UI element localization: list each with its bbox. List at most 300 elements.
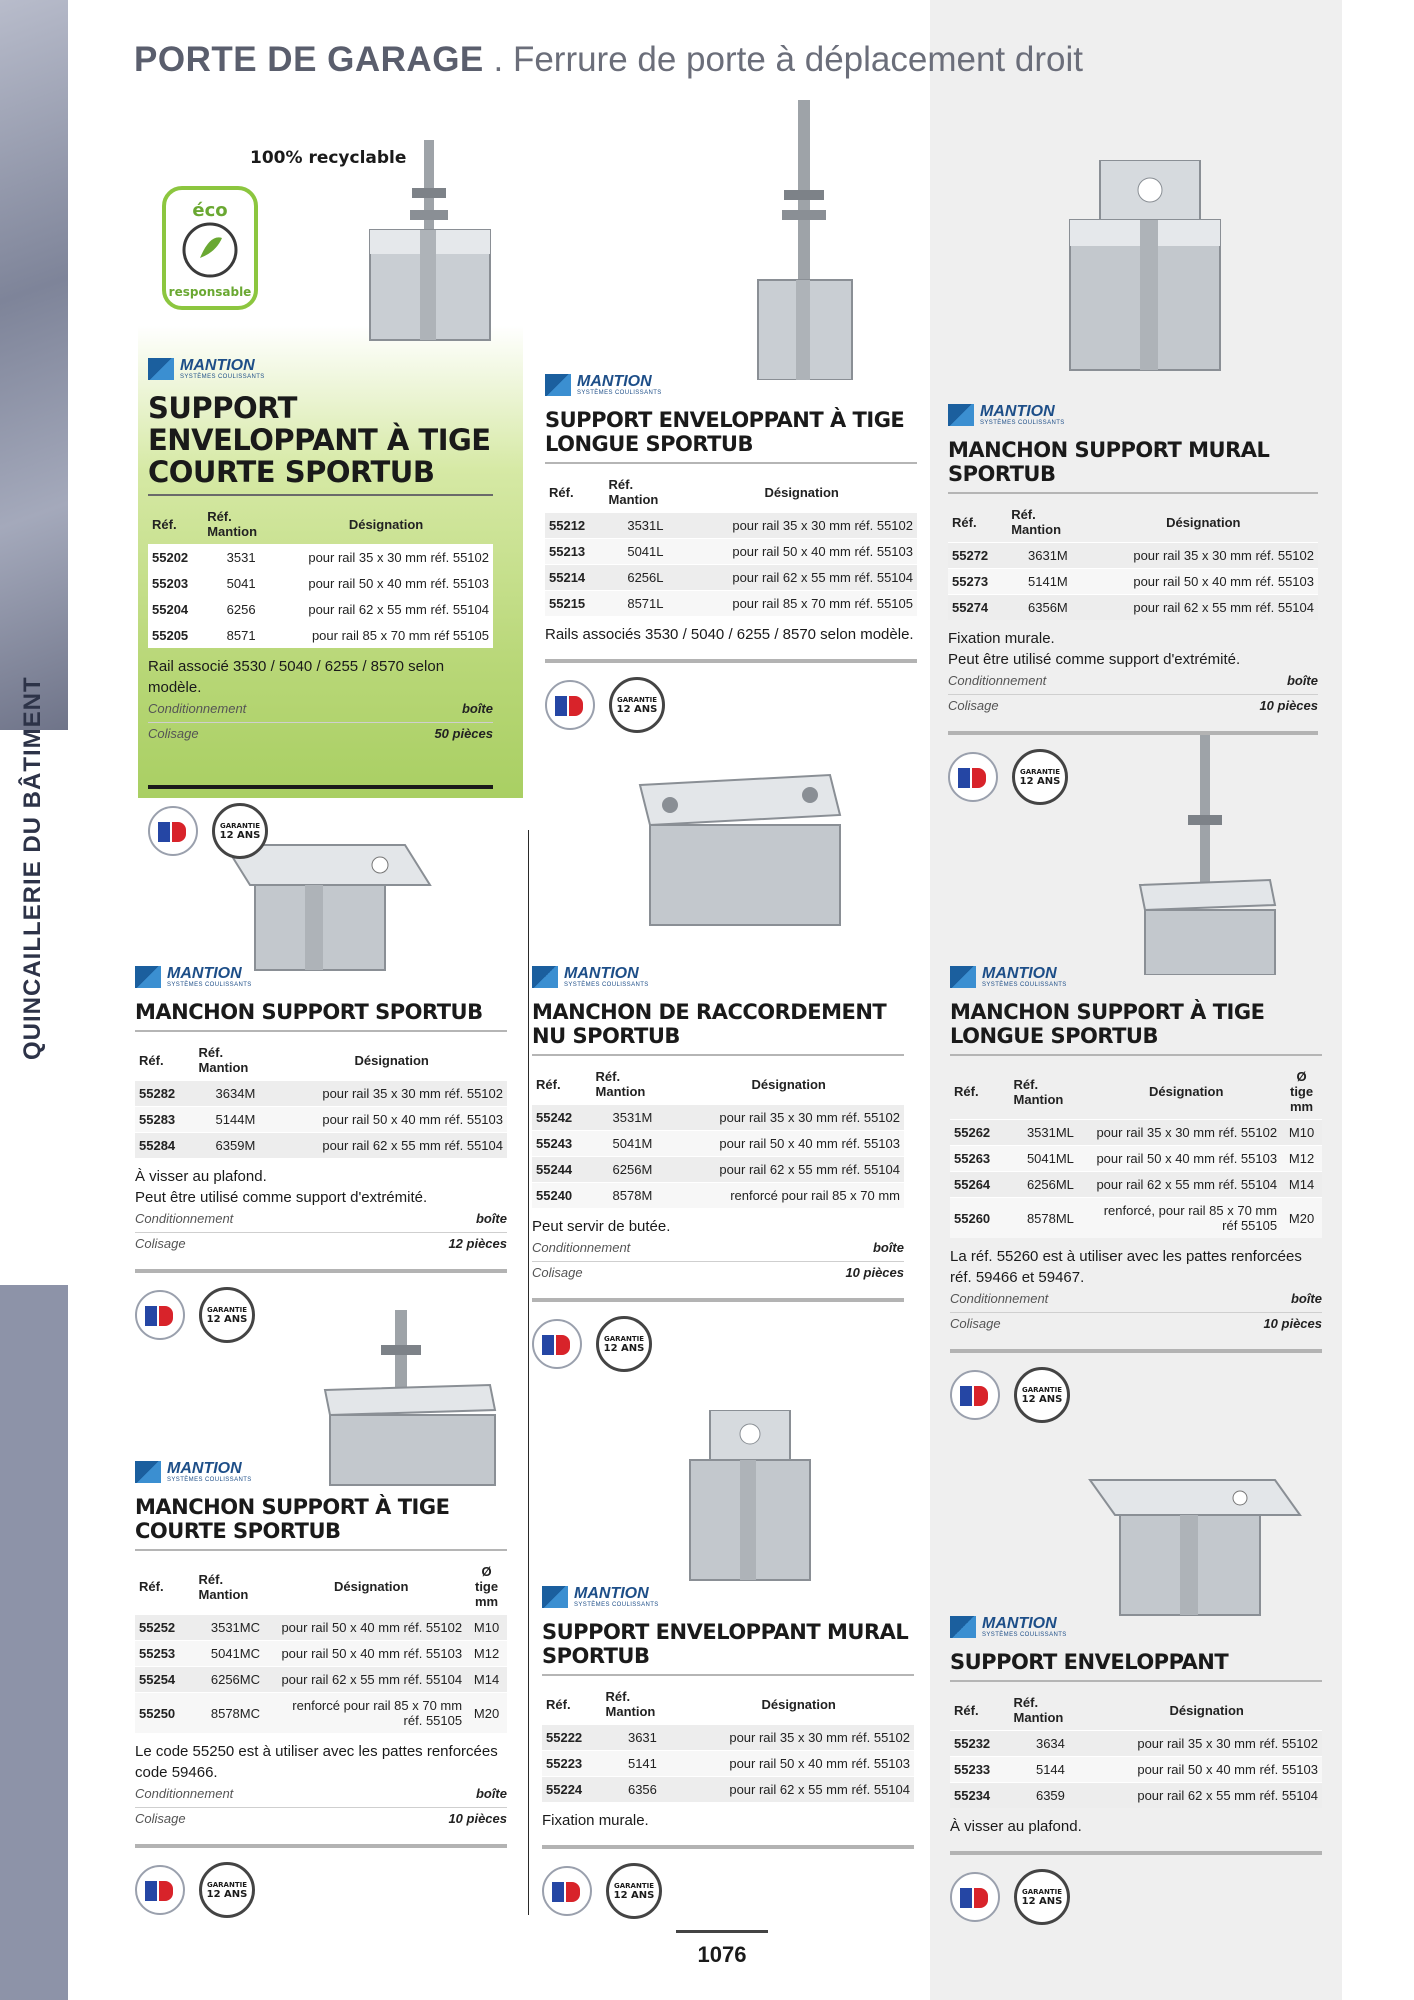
cell-designation: pour rail 35 x 30 mm réf. 55102: [1091, 1120, 1281, 1146]
table-row: [950, 1172, 1322, 1198]
cell-designation: pour rail 35 x 30 mm réf. 55102: [276, 1081, 507, 1107]
cell-ref: 55273: [948, 569, 1007, 595]
cell-mantion-ref: 3531ML: [1010, 1120, 1092, 1146]
packaging-row: [148, 698, 493, 720]
product-table: [542, 1684, 914, 1802]
col-designation: Désignation: [1166, 514, 1241, 530]
cell-mantion-ref: 6256M: [592, 1157, 674, 1183]
packaging-value: boîte: [475, 1211, 507, 1226]
brand-name: MANTION: [167, 1460, 242, 1477]
product-title: SUPPORT ENVELOPPANT: [950, 1650, 1322, 1682]
cell-designation: pour rail 35 x 30 mm réf. 55102: [1089, 543, 1318, 569]
brand-name: MANTION: [577, 373, 652, 390]
made-in-france-icon: [135, 1865, 185, 1915]
cell-tige: M14: [466, 1667, 507, 1693]
guarantee-12-years-icon: [1014, 1869, 1070, 1925]
made-in-france-icon: [950, 1370, 1000, 1420]
cell-designation: pour rail 50 x 40 mm réf. 55103: [276, 1107, 507, 1133]
table-row: [950, 1783, 1322, 1809]
badges: [135, 1287, 507, 1343]
brand-name: MANTION: [564, 965, 639, 982]
col-designation: Désignation: [1149, 1084, 1224, 1099]
mantion-logo-icon: [148, 358, 174, 380]
cell-ref: 55282: [135, 1081, 195, 1107]
brand-sub: SYSTÈMES COULISSANTS: [564, 982, 649, 988]
cell-ref: 55244: [532, 1157, 592, 1183]
table-row: [545, 591, 917, 617]
table-row: [532, 1131, 904, 1157]
cell-tige: M12: [466, 1641, 507, 1667]
cell-ref: 55240: [532, 1183, 592, 1209]
table-row: [135, 1641, 507, 1667]
cell-ref: 55215: [545, 591, 605, 617]
guarantee-12-years-icon: [596, 1316, 652, 1372]
cell-tige: M14: [1281, 1172, 1322, 1198]
cell-ref: 55214: [545, 565, 605, 591]
made-in-france-icon: [148, 806, 198, 856]
table-row: [948, 569, 1318, 595]
product-image-support-mural: [680, 1410, 820, 1585]
col-designation: Désignation: [751, 1076, 826, 1092]
cell-designation: pour rail 85 x 70 mm réf. 55105: [686, 591, 917, 617]
packaging-label: Conditionnement: [135, 1786, 234, 1801]
section-end-rule: [148, 785, 493, 789]
brand-name: MANTION: [167, 965, 242, 982]
table-header: [135, 1559, 507, 1615]
colisage-label: Colisage: [148, 726, 199, 741]
cell-mantion-ref: 5041M: [592, 1131, 674, 1157]
guarantee-top: GARANTIE: [207, 1880, 247, 1889]
mantion-logo-text: [982, 966, 1067, 988]
product-table: [148, 504, 493, 648]
guarantee-12-years-icon: [1012, 749, 1068, 805]
mantion-logo-text: [167, 966, 252, 988]
mantion-logo: [135, 1455, 507, 1489]
cell-designation: pour rail 50 x 40 mm réf. 55103: [1089, 569, 1318, 595]
table-row: [545, 565, 917, 591]
cell-designation: pour rail 62 x 55 mm réf. 55104: [686, 565, 917, 591]
brand-name: MANTION: [180, 357, 255, 374]
table-row: [950, 1146, 1322, 1172]
mantion-logo: [950, 960, 1322, 994]
cell-mantion-ref: 6359M: [195, 1133, 277, 1159]
cell-mantion-ref: 8571L: [605, 591, 687, 617]
cell-designation: pour rail 62 x 55 mm réf. 55104: [683, 1777, 914, 1803]
product-card: [948, 398, 1318, 805]
brand-name: MANTION: [574, 1585, 649, 1602]
product-image-support-tige-courte: [360, 140, 500, 350]
product-table: [545, 472, 917, 616]
table-row: [948, 595, 1318, 621]
section-end-rule: [532, 1298, 904, 1302]
colisage-row: [135, 1808, 507, 1830]
table-row: [148, 597, 493, 623]
packaging-label: Conditionnement: [950, 1291, 1049, 1306]
col-mantion: Réf. Mantion: [1013, 1695, 1064, 1725]
col-ref: Réf.: [954, 1084, 979, 1099]
brand-name: MANTION: [982, 1615, 1057, 1632]
table-row: [950, 1731, 1322, 1757]
col-ref: Réf.: [952, 514, 977, 530]
guarantee-top: GARANTIE: [207, 1305, 247, 1314]
brand-sub: SYSTÈMES COULISSANTS: [577, 390, 662, 396]
page-title: [134, 40, 1083, 80]
product-title: SUPPORT ENVELOPPANT À TIGE LONGUE SPORTUB: [545, 408, 917, 464]
cell-ref: 55284: [135, 1133, 195, 1159]
product-table: [950, 1064, 1322, 1238]
packaging-row: [135, 1783, 507, 1805]
col-ref: Réf.: [536, 1076, 561, 1092]
cell-mantion-ref: 6356: [602, 1777, 684, 1803]
guarantee-top: GARANTIE: [1022, 1887, 1062, 1896]
mantion-logo: [545, 368, 917, 402]
col-designation: Désignation: [761, 1696, 836, 1712]
mantion-logo-text: [180, 358, 265, 380]
cell-designation: pour rail 50 x 40 mm réf. 55103: [1091, 1757, 1322, 1783]
colisage-label: Colisage: [135, 1236, 186, 1251]
product-title: MANCHON SUPPORT MURAL SPORTUB: [948, 438, 1318, 494]
packaging-label: Conditionnement: [948, 673, 1047, 688]
table-row: [135, 1667, 507, 1693]
cell-designation: pour rail 62 x 55 mm réf. 55104: [276, 1667, 466, 1693]
cell-ref: 55223: [542, 1751, 602, 1777]
packaging-value: boîte: [1290, 1291, 1322, 1306]
brand-sub: SYSTÈMES COULISSANTS: [574, 1602, 659, 1608]
cell-mantion-ref: 3634: [1010, 1731, 1092, 1757]
cell-designation: pour rail 85 x 70 mm réf 55105: [279, 623, 493, 649]
cell-designation: pour rail 62 x 55 mm réf. 55104: [1091, 1172, 1281, 1198]
cell-designation: pour rail 50 x 40 mm réf. 55103: [276, 1641, 466, 1667]
cell-mantion-ref: 5041MC: [195, 1641, 277, 1667]
col-ref: Réf.: [139, 1579, 164, 1594]
colisage-label: Colisage: [950, 1316, 1001, 1331]
brand-sub: SYSTÈMES COULISSANTS: [167, 1477, 252, 1483]
guarantee-bottom: 12 ANS: [206, 1313, 248, 1325]
guarantee-top: GARANTIE: [604, 1334, 644, 1343]
colisage-value: 10 pièces: [448, 1811, 507, 1826]
colisage-value: 10 pièces: [845, 1265, 904, 1280]
table-header: [950, 1064, 1322, 1120]
cell-mantion-ref: 3531: [203, 545, 279, 571]
cell-mantion-ref: 8578MC: [195, 1693, 277, 1734]
cell-ref: 55283: [135, 1107, 195, 1133]
product-table: [950, 1690, 1322, 1808]
cell-designation: pour rail 62 x 55 mm réf. 55104: [1089, 595, 1318, 621]
badges: [542, 1863, 914, 1919]
cell-ref: 55213: [545, 539, 605, 565]
cell-designation: pour rail 62 x 55 mm réf. 55104: [1091, 1783, 1322, 1809]
cell-mantion-ref: 3631M: [1007, 543, 1088, 569]
guarantee-12-years-icon: [609, 677, 665, 733]
cell-designation: pour rail 50 x 40 mm réf. 55103: [1091, 1146, 1281, 1172]
col-mantion: Réf. Mantion: [198, 1571, 249, 1602]
cell-ref: 55203: [148, 571, 203, 597]
table-row: [545, 539, 917, 565]
product-description: Peut servir de butée.: [532, 1218, 671, 1235]
mantion-logo-text: [982, 1616, 1067, 1638]
cell-designation: pour rail 35 x 30 mm réf. 55102: [279, 545, 493, 571]
cell-ref: 55260: [950, 1198, 1010, 1239]
colisage-value: 10 pièces: [1259, 698, 1318, 713]
table-row: [148, 545, 493, 571]
cell-designation: pour rail 35 x 30 mm réf. 55102: [673, 1105, 904, 1131]
guarantee-bottom: 12 ANS: [1021, 1895, 1063, 1907]
brand-name: MANTION: [982, 965, 1057, 982]
cell-designation: pour rail 50 x 40 mm réf. 55103: [279, 571, 493, 597]
cell-mantion-ref: 5041: [203, 571, 279, 597]
page-number: 1076: [697, 1942, 747, 1967]
product-image-support-enveloppant: [1080, 1470, 1305, 1620]
col-designation: Désignation: [334, 1579, 409, 1594]
cell-ref: 55202: [148, 545, 203, 571]
packaging-label: Conditionnement: [532, 1240, 631, 1255]
mantion-logo-icon: [950, 966, 976, 988]
cell-mantion-ref: 3631: [602, 1725, 684, 1751]
badges: [950, 1367, 1322, 1423]
sidebar-decor: [0, 0, 68, 730]
brand-sub: SYSTÈMES COULISSANTS: [980, 420, 1065, 426]
page-title-sub: . Ferrure de porte à déplacement droit: [483, 40, 1083, 79]
product-table: [532, 1064, 904, 1208]
cell-ref: 55243: [532, 1131, 592, 1157]
made-in-france-icon: [532, 1319, 582, 1369]
mantion-logo: [532, 960, 904, 994]
product-title: SUPPORT ENVELOPPANT MURAL SPORTUB: [542, 1620, 914, 1676]
table-header: [148, 504, 493, 545]
col-mantion: Réf. Mantion: [1013, 1076, 1064, 1107]
cell-mantion-ref: 5141M: [1007, 569, 1088, 595]
colisage-label: Colisage: [532, 1265, 583, 1280]
product-table: [135, 1559, 507, 1733]
cell-ref: 55263: [950, 1146, 1010, 1172]
product-card: [135, 960, 507, 1343]
cell-mantion-ref: 3531M: [592, 1105, 674, 1131]
table-header: [135, 1040, 507, 1081]
mantion-logo-icon: [135, 966, 161, 988]
cell-ref: 55224: [542, 1777, 602, 1803]
cell-ref: 55204: [148, 597, 203, 623]
brand-sub: SYSTÈMES COULISSANTS: [167, 982, 252, 988]
section-end-rule: [948, 731, 1318, 735]
table-header: [950, 1690, 1322, 1731]
product-card: [950, 960, 1322, 1423]
section-end-rule: [135, 1269, 507, 1273]
col-mantion: Réf. Mantion: [595, 1069, 646, 1099]
cell-ref: 55262: [950, 1120, 1010, 1146]
table-row: [948, 543, 1318, 569]
cell-mantion-ref: 5144: [1010, 1757, 1092, 1783]
product-card: [542, 1580, 914, 1919]
cell-mantion-ref: 3531L: [605, 513, 687, 539]
col-designation: Désignation: [354, 1052, 429, 1068]
made-in-france-icon: [542, 1866, 592, 1916]
product-title: SUPPORT ENVELOPPANT À TIGE COURTE SPORTUB: [148, 392, 493, 496]
cell-mantion-ref: 5041L: [605, 539, 687, 565]
col-ref: Réf.: [954, 1702, 979, 1718]
cell-tige: M20: [1281, 1198, 1322, 1239]
product-card: [532, 960, 904, 1372]
table-row: [135, 1133, 507, 1159]
cell-ref: 55205: [148, 623, 203, 649]
cell-ref: 55272: [948, 543, 1007, 569]
cell-designation: renforcé pour rail 85 x 70 mm réf. 55105: [276, 1693, 466, 1734]
colisage-value: 12 pièces: [448, 1236, 507, 1251]
cell-ref: 55250: [135, 1693, 195, 1734]
guarantee-top: GARANTIE: [220, 821, 260, 830]
table-row: [532, 1183, 904, 1209]
cell-designation: pour rail 35 x 30 mm réf. 55102: [683, 1725, 914, 1751]
table-row: [542, 1751, 914, 1777]
brand-sub: SYSTÈMES COULISSANTS: [982, 1632, 1067, 1638]
guarantee-12-years-icon: [212, 803, 268, 859]
badges: [545, 677, 917, 733]
cell-designation: pour rail 62 x 55 mm réf. 55104: [276, 1133, 507, 1159]
mantion-logo-icon: [532, 966, 558, 988]
badges: [135, 1862, 507, 1918]
cell-tige: M20: [466, 1693, 507, 1734]
packaging-row: [948, 670, 1318, 692]
col-tige: Ø tige mm: [1289, 1069, 1314, 1114]
product-description: Rails associés 3530 / 5040 / 6255 / 8570 selon modèle.: [545, 626, 914, 643]
mantion-logo-icon: [950, 1616, 976, 1638]
mantion-logo-icon: [135, 1461, 161, 1483]
col-designation: Désignation: [1169, 1702, 1244, 1718]
mantion-logo: [148, 352, 493, 386]
col-mantion: Réf. Mantion: [207, 509, 258, 539]
cell-mantion-ref: 6256ML: [1010, 1172, 1092, 1198]
cell-mantion-ref: 8578ML: [1010, 1198, 1092, 1239]
packaging-value: boîte: [475, 1786, 507, 1801]
made-in-france-icon: [545, 680, 595, 730]
section-end-rule: [545, 659, 917, 663]
cell-mantion-ref: 6256L: [605, 565, 687, 591]
cell-designation: renforcé pour rail 85 x 70 mm: [673, 1183, 904, 1209]
product-title: MANCHON SUPPORT À TIGE COURTE SPORTUB: [135, 1495, 507, 1551]
section-end-rule: [135, 1844, 507, 1848]
mantion-logo-icon: [948, 404, 974, 426]
product-description: À visser au plafond. Peut être utilisé comme support d'extrémité.: [135, 1168, 428, 1206]
guarantee-12-years-icon: [199, 1862, 255, 1918]
guarantee-top: GARANTIE: [614, 1881, 654, 1890]
column-divider: [528, 830, 529, 1915]
colisage-row: [532, 1262, 904, 1284]
table-row: [135, 1107, 507, 1133]
cell-ref: 55274: [948, 595, 1007, 621]
col-mantion: Réf. Mantion: [605, 1689, 656, 1719]
cell-tige: M10: [466, 1615, 507, 1641]
eco-badge-bottom: responsable: [168, 285, 252, 299]
col-designation: Désignation: [764, 484, 839, 500]
cell-mantion-ref: 6256: [203, 597, 279, 623]
section-end-rule: [950, 1349, 1322, 1353]
cell-mantion-ref: 6356M: [1007, 595, 1088, 621]
cell-designation: pour rail 50 x 40 mm réf. 55103: [683, 1751, 914, 1777]
page-number-rule: [676, 1930, 768, 1933]
product-description: Rail associé 3530 / 5040 / 6255 / 8570 selon modèle.: [148, 658, 445, 696]
cell-mantion-ref: 6359: [1010, 1783, 1092, 1809]
guarantee-top: GARANTIE: [1022, 1385, 1062, 1394]
product-description: La réf. 55260 est à utiliser avec les pattes renforcées réf. 59466 et 59467.: [950, 1248, 1302, 1286]
col-mantion: Réf. Mantion: [1011, 507, 1062, 537]
colisage-row: [948, 695, 1318, 717]
cell-ref: 55242: [532, 1105, 592, 1131]
product-title: MANCHON SUPPORT À TIGE LONGUE SPORTUB: [950, 1000, 1322, 1056]
product-description: Le code 55250 est à utiliser avec les pattes renforcées code 59466.: [135, 1743, 498, 1781]
cell-designation: pour rail 62 x 55 mm réf. 55104: [279, 597, 493, 623]
mantion-logo: [135, 960, 507, 994]
mantion-logo: [948, 398, 1318, 432]
cell-mantion-ref: 5141: [602, 1751, 684, 1777]
sidebar-label: [8, 1010, 58, 1060]
col-designation: Désignation: [348, 516, 424, 532]
product-description: Fixation murale.: [542, 1812, 649, 1829]
cell-mantion-ref: 5041ML: [1010, 1146, 1092, 1172]
guarantee-12-years-icon: [1014, 1367, 1070, 1423]
badges: [948, 749, 1318, 805]
product-title: MANCHON SUPPORT SPORTUB: [135, 1000, 507, 1032]
made-in-france-icon: [950, 1872, 1000, 1922]
cell-mantion-ref: 8578M: [592, 1183, 674, 1209]
table-row: [532, 1105, 904, 1131]
guarantee-bottom: 12 ANS: [603, 1342, 645, 1354]
colisage-row: [135, 1233, 507, 1255]
packaging-label: Conditionnement: [135, 1211, 234, 1226]
product-table: [948, 502, 1318, 620]
cell-mantion-ref: 3634M: [195, 1081, 277, 1107]
product-image-manchon-raccordement: [630, 755, 850, 935]
product-description: Fixation murale. Peut être utilisé comme support d'extrémité.: [948, 630, 1241, 668]
guarantee-bottom: 12 ANS: [219, 829, 261, 841]
packaging-row: [950, 1288, 1322, 1310]
recyclable-label: 100% recyclable: [250, 148, 407, 168]
packaging-value: boîte: [872, 1240, 904, 1255]
cell-ref: 55252: [135, 1615, 195, 1641]
guarantee-top: GARANTIE: [1020, 767, 1060, 776]
col-ref: Réf.: [546, 1696, 571, 1712]
table-header: [532, 1064, 904, 1105]
guarantee-top: GARANTIE: [617, 695, 657, 704]
table-row: [532, 1157, 904, 1183]
product-card: [950, 1610, 1322, 1925]
cell-ref: 55212: [545, 513, 605, 539]
colisage-value: 50 pièces: [434, 726, 493, 741]
cell-tige: M12: [1281, 1146, 1322, 1172]
guarantee-12-years-icon: [199, 1287, 255, 1343]
cell-ref: 55254: [135, 1667, 195, 1693]
mantion-logo-icon: [545, 374, 571, 396]
product-card: [135, 1455, 507, 1918]
cell-mantion-ref: 6256MC: [195, 1667, 277, 1693]
table-row: [950, 1198, 1322, 1239]
table-row: [135, 1693, 507, 1734]
cell-mantion-ref: 5144M: [195, 1107, 277, 1133]
table-row: [542, 1777, 914, 1803]
guarantee-12-years-icon: [606, 1863, 662, 1919]
made-in-france-icon: [948, 752, 998, 802]
guarantee-bottom: 12 ANS: [1019, 775, 1061, 787]
packaging-row: [135, 1208, 507, 1230]
table-row: [545, 513, 917, 539]
product-table: [135, 1040, 507, 1158]
product-title: MANCHON DE RACCORDEMENT NU SPORTUB: [532, 1000, 904, 1056]
col-ref: Réf.: [549, 484, 574, 500]
mantion-logo-text: [167, 1461, 252, 1483]
col-ref: Réf.: [152, 516, 177, 532]
table-row: [135, 1615, 507, 1641]
section-end-rule: [950, 1851, 1322, 1855]
colisage-row: [950, 1313, 1322, 1335]
product-description: À visser au plafond.: [950, 1818, 1082, 1835]
